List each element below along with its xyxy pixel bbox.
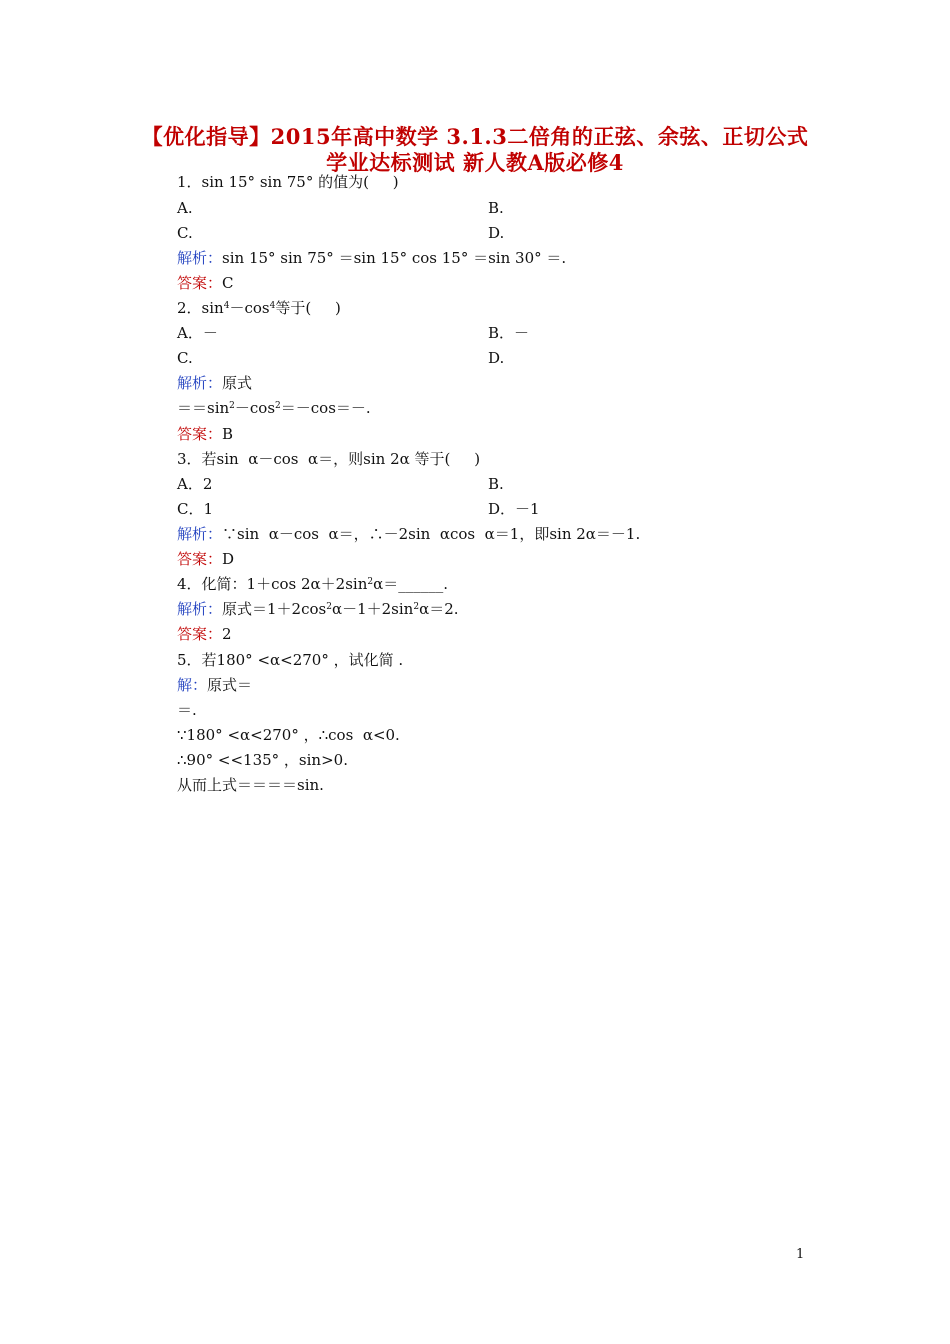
- answer-label: 答案：: [177, 425, 223, 443]
- q3-answer-value: D: [222, 550, 235, 568]
- q2-analysis-part: ＝＝sin: [177, 399, 230, 417]
- q2-analysis-line-2: [177, 398, 371, 418]
- question-4-stem: [177, 574, 448, 594]
- q1-option-a: A.: [177, 199, 193, 217]
- q2-answer: [177, 424, 233, 444]
- q1-option-c: C.: [177, 224, 193, 242]
- document-title-line-2: 学业达标测试 新人教A版必修4: [326, 150, 624, 175]
- answer-label: 答案：: [177, 625, 223, 643]
- q5-solution-line-2: ＝.: [177, 701, 197, 719]
- superscript: 2: [275, 401, 281, 411]
- solution-label: 解：: [177, 676, 208, 694]
- q5-solution-line-4: ∴90° <<135° ，sin>0.: [177, 751, 348, 769]
- q5-solution: [177, 675, 252, 695]
- q4-analysis: [177, 599, 459, 619]
- superscript: 2: [413, 602, 420, 612]
- q3-option-c: C．1: [177, 500, 214, 518]
- superscript: 4: [223, 301, 230, 311]
- answer-label: 答案：: [177, 274, 223, 292]
- q3-option-b: B.: [488, 475, 504, 493]
- page-number: 1: [796, 1247, 805, 1262]
- q5-solution-line-3: ∵180° <α<270° ，∴cos α<0.: [177, 726, 400, 744]
- superscript: 2: [326, 602, 332, 612]
- analysis-label: 解析：: [177, 525, 223, 543]
- q1-answer-value: C: [222, 274, 234, 292]
- analysis-label: 解析：: [177, 249, 223, 267]
- q4-analysis-part: 原式＝1＋2cos: [222, 600, 327, 618]
- q1-answer: [177, 273, 234, 293]
- answer-label: 答案：: [177, 550, 223, 568]
- q2-option-a: A．－: [177, 324, 218, 342]
- q4-stem-part: α＝______.: [373, 575, 448, 593]
- q2-analysis-part: －cos: [234, 399, 276, 417]
- document-title-line-1: 【优化指导】2015年高中数学 3.1.3二倍角的正弦、余弦、正切公式: [141, 124, 809, 149]
- q3-analysis-text: ∵sin α－cos α＝，∴－2sin αcos α＝1，即sin 2α＝－1.: [222, 525, 641, 543]
- analysis-label: 解析：: [177, 374, 223, 392]
- q1-analysis: [177, 248, 566, 268]
- superscript: 4: [269, 301, 276, 311]
- q1-option-b: B.: [488, 199, 504, 217]
- question-3-stem: 3．若sin α－cos α＝，则sin 2α 等于( ): [177, 450, 481, 468]
- q2-analysis: [177, 373, 252, 393]
- q3-answer: [177, 549, 234, 569]
- q3-option-a: A．2: [177, 475, 213, 493]
- q2-stem-part: －cos: [229, 299, 270, 317]
- q2-option-b: B．－: [488, 324, 530, 342]
- q2-analysis-part: ＝－cos＝－.: [280, 399, 371, 417]
- q2-answer-value: B: [222, 425, 234, 443]
- q2-option-c: C.: [177, 349, 193, 367]
- q2-option-d: D.: [488, 349, 505, 367]
- q1-analysis-text: sin 15° sin 75° ＝sin 15° cos 15° ＝sin 30° ＝.: [222, 249, 567, 267]
- q4-answer-value: 2: [222, 625, 232, 643]
- q4-analysis-part: α＝2.: [419, 600, 459, 618]
- q2-analysis-text: 原式: [222, 374, 253, 392]
- superscript: 2: [367, 577, 374, 587]
- q3-analysis: [177, 524, 640, 544]
- q4-analysis-part: α－1＋2sin: [331, 600, 414, 618]
- q4-stem-part: 4．化简：1＋cos 2α＋2sin: [177, 575, 368, 593]
- analysis-label: 解析：: [177, 600, 223, 618]
- q2-stem-part: 等于( ): [275, 299, 341, 317]
- question-2-stem: [177, 298, 341, 318]
- question-5-stem: 5．若180° <α<270° ，试化简 .: [177, 651, 404, 669]
- q1-option-d: D.: [488, 224, 505, 242]
- q3-option-d: D．－1: [488, 500, 540, 518]
- q2-stem-part: 2．sin: [177, 299, 224, 317]
- q5-solution-text: 原式＝: [207, 676, 253, 694]
- q4-answer: [177, 624, 232, 644]
- q5-solution-line-5: 从而上式＝＝＝＝sin.: [177, 776, 324, 794]
- question-1-stem: 1．sin 15° sin 75° 的值为( ): [177, 173, 399, 191]
- superscript: 2: [229, 401, 235, 411]
